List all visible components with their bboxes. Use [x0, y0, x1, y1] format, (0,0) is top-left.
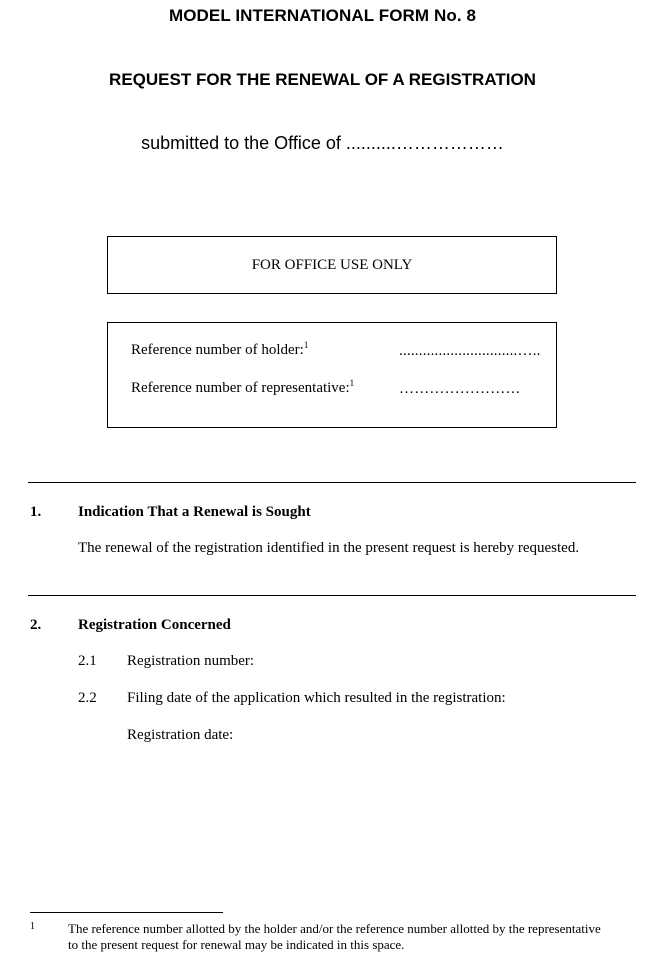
section-divider: [28, 482, 636, 483]
section-1-number: 1.: [30, 504, 42, 520]
section-2-number: 2.: [30, 617, 42, 633]
office-use-box: [107, 236, 557, 294]
holder-reference-label: Reference number of holder:$^1$: [131, 340, 309, 358]
reference-box: [107, 322, 557, 428]
filing-date-label: Filing date of the application which resulted in the registration:: [127, 690, 506, 706]
item-2-1-number: 2.1: [78, 653, 97, 669]
section-1-text: The renewal of the registration identified in the present request is hereby requested.: [78, 540, 580, 556]
section-2-title: Registration Concerned: [78, 617, 231, 633]
footnote-text: The reference number allotted by the holder and/or the reference number allotted by the representative to the present request for renewal may be indicated in this space.: [68, 921, 601, 952]
representative-reference-label: Reference number of representative:$^1$: [131, 378, 355, 396]
footnote-mark: 1: [30, 921, 35, 932]
section-divider: [28, 595, 636, 596]
holder-footnote-mark: 1: [303, 340, 309, 350]
item-2-2-number: 2.2: [78, 690, 97, 706]
registration-number-label: Registration number:: [127, 653, 255, 669]
form-title: MODEL INTERNATIONAL FORM No. 8: [168, 6, 477, 25]
footnote-separator: [30, 912, 223, 913]
form-heading: REQUEST FOR THE RENEWAL OF A REGISTRATION: [109, 70, 536, 89]
registration-date-label: Registration date:: [127, 727, 234, 743]
holder-reference-field[interactable]: ..............................…..: [399, 343, 541, 359]
representative-reference-field[interactable]: ……………………: [399, 381, 521, 397]
section-1-title: Indication That a Renewal is Sought: [78, 504, 311, 520]
representative-footnote-mark: 1: [349, 378, 355, 388]
office-line: submitted to the Office of ..........………………: [141, 133, 504, 153]
office-use-label: FOR OFFICE USE ONLY: [251, 257, 413, 273]
